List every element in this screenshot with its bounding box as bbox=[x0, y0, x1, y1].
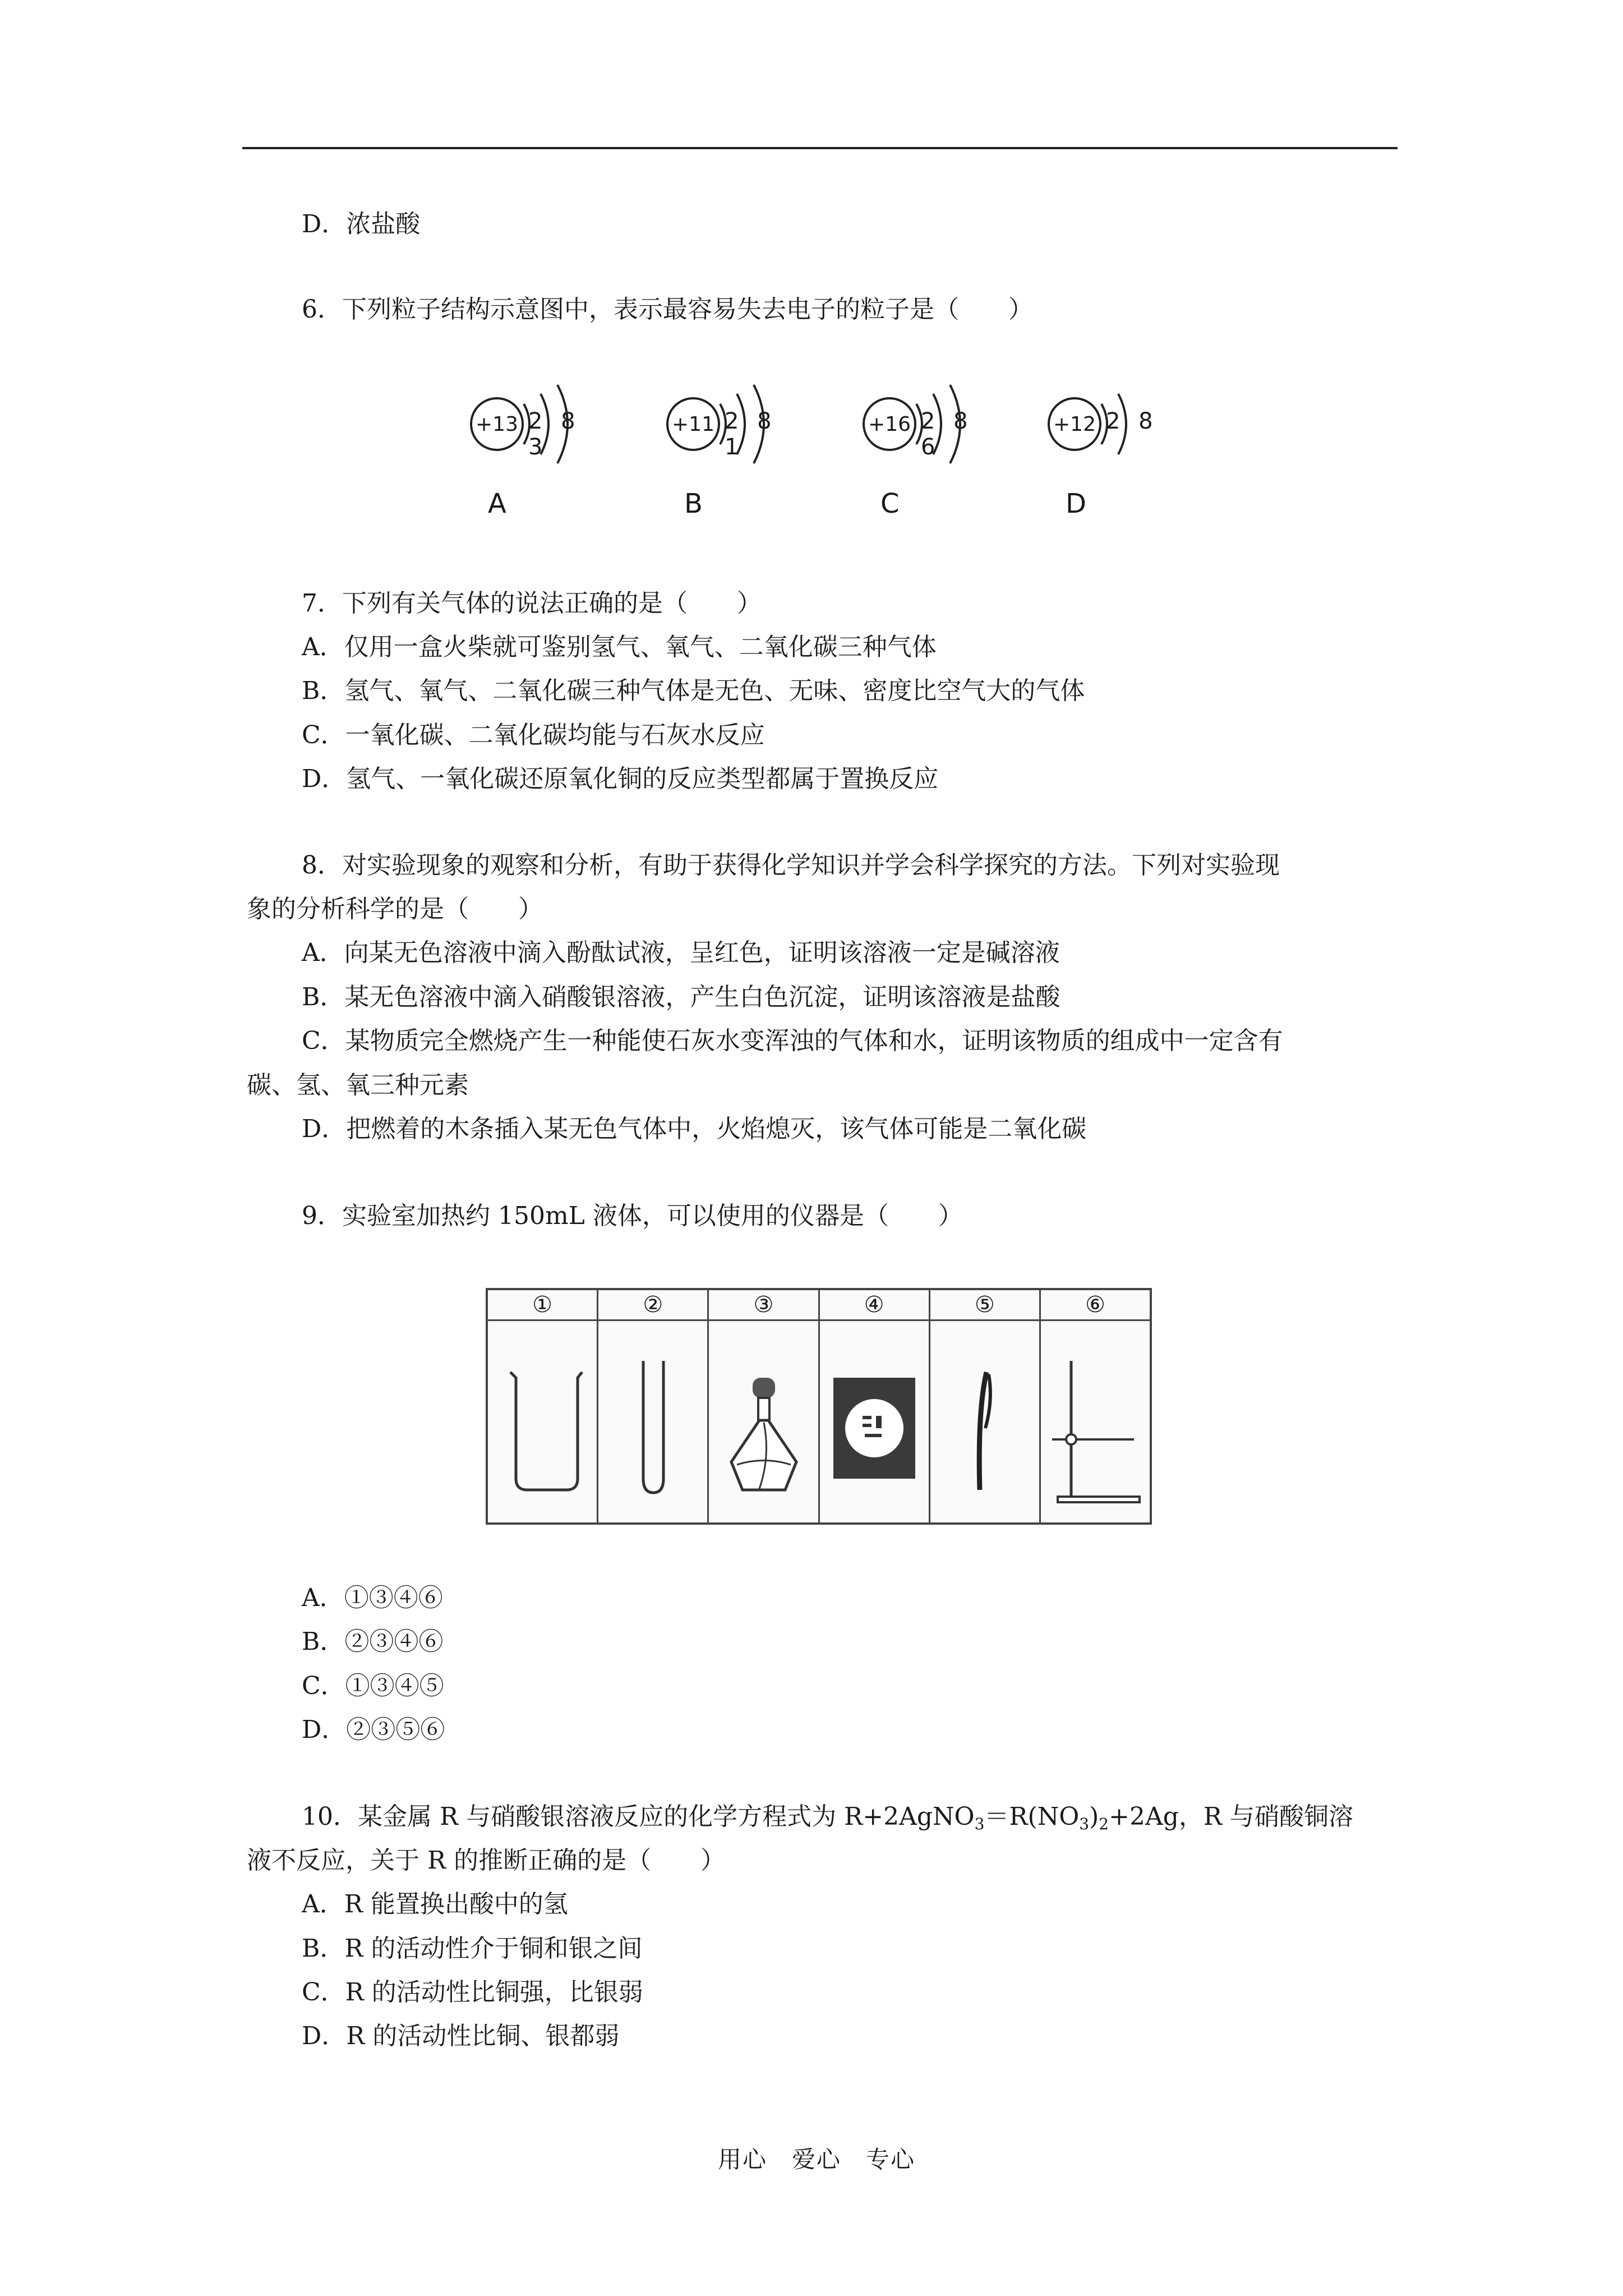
q10-stem-line2: 液不反应，关于 R 的推断正确的是（ ） bbox=[247, 1846, 726, 1875]
q6-stem: 6．下列粒子结构示意图中，表示最容易失去电子的粒子是（ ） bbox=[302, 295, 1033, 324]
q9-option-b: B．②③④⑥ bbox=[302, 1627, 444, 1656]
atom-diagram-c bbox=[858, 365, 1004, 533]
page-footer: 用心 爱心 专心 bbox=[718, 2146, 916, 2173]
q8-stem-line2: 象的分析科学的是（ ） bbox=[247, 895, 543, 923]
nucleus: +16 bbox=[863, 397, 916, 451]
q10-text: ) bbox=[1089, 1802, 1099, 1831]
q8-stem-line1: 8．对实验现象的观察和分析，有助于获得化学知识并学会科学探究的方法。下列对实验现 bbox=[302, 851, 1280, 880]
nucleus: +11 bbox=[666, 397, 720, 451]
test-tube-icon bbox=[598, 1322, 707, 1524]
q9-option-d: D．②③⑤⑥ bbox=[302, 1715, 445, 1744]
shell-arcs-icon bbox=[465, 365, 611, 488]
q8-option-c-line2: 碳、氢、氧三种元素 bbox=[247, 1071, 469, 1099]
shell-arcs-icon bbox=[858, 365, 1004, 488]
q10-option-c: C．R 的活动性比铜强，比银弱 bbox=[302, 1978, 643, 2007]
q10-option-d: D．R 的活动性比铜、银都弱 bbox=[302, 2022, 620, 2050]
tongs-icon bbox=[930, 1322, 1039, 1524]
q9-option-c: C．①③④⑤ bbox=[302, 1672, 444, 1700]
apparatus-table bbox=[486, 1288, 1152, 1525]
alcohol-lamp-icon bbox=[709, 1322, 818, 1524]
q7-option-b: B．氢气、氧气、二氧化碳三种气体是无色、无味、密度比空气大的气体 bbox=[302, 677, 1085, 705]
apparatus-number: ① bbox=[488, 1290, 597, 1321]
electron-shells: 2 8 1 bbox=[725, 408, 777, 460]
apparatus-test-tube bbox=[598, 1290, 709, 1522]
electron-shells: 2 8 bbox=[1106, 408, 1159, 434]
atom-diagram-d bbox=[1043, 365, 1189, 533]
atom-label: C bbox=[880, 488, 900, 519]
electron-shells: 2 8 6 bbox=[921, 408, 974, 460]
q7-stem: 7．下列有关气体的说法正确的是（ ） bbox=[302, 589, 762, 618]
q7-option-d: D．氢气、一氧化碳还原氧化铜的反应类型都属于置换反应 bbox=[302, 765, 939, 793]
beaker-icon bbox=[488, 1322, 597, 1524]
atom-diagrams bbox=[465, 365, 1195, 533]
iron-stand-icon bbox=[1041, 1322, 1150, 1524]
apparatus-number: ⑥ bbox=[1041, 1290, 1150, 1321]
apparatus-iron-stand bbox=[1041, 1290, 1150, 1522]
nucleus: +13 bbox=[470, 397, 524, 451]
subscript: 3 bbox=[974, 1815, 985, 1833]
electron-shells: 2 8 3 bbox=[528, 408, 581, 460]
q9-option-a: A．①③④⑥ bbox=[302, 1584, 443, 1612]
apparatus-beaker bbox=[488, 1290, 598, 1522]
atom-label: D bbox=[1066, 488, 1086, 519]
q9-stem: 9．实验室加热约 150mL 液体，可以使用的仪器是（ ） bbox=[302, 1202, 963, 1230]
q10-option-b: B．R 的活动性介于铜和银之间 bbox=[302, 1934, 643, 1963]
apparatus-number: ④ bbox=[820, 1290, 929, 1321]
q10-stem-line1 bbox=[302, 1800, 1353, 1841]
q10-option-a: A．R 能置换出酸中的氢 bbox=[302, 1890, 568, 1918]
atom-label: B bbox=[684, 488, 703, 519]
q7-option-c: C．一氧化碳、二氧化碳均能与石灰水反应 bbox=[302, 721, 765, 749]
q10-text: ＝R(NO bbox=[984, 1802, 1080, 1831]
apparatus-asbestos-gauze bbox=[820, 1290, 930, 1522]
q8-option-c-line1: C．某物质完全燃烧产生一种能使石灰水变浑浊的气体和水，证明该物质的组成中一定含有 bbox=[302, 1027, 1283, 1055]
subscript: 3 bbox=[1079, 1815, 1090, 1833]
q8-option-a: A．向某无色溶液中滴入酚酞试液，呈红色，证明该溶液一定是碱溶液 bbox=[302, 938, 1060, 967]
nucleus: +12 bbox=[1048, 397, 1101, 451]
q10-text: 10．某金属 R 与硝酸银溶液反应的化学方程式为 R+2AgNO bbox=[302, 1802, 975, 1831]
shell-arcs-icon bbox=[1043, 365, 1189, 488]
q8-option-b: B．某无色溶液中滴入硝酸银溶液，产生白色沉淀，证明该溶液是盐酸 bbox=[302, 983, 1061, 1011]
subscript: 2 bbox=[1099, 1815, 1109, 1833]
apparatus-number: ⑤ bbox=[930, 1290, 1039, 1321]
atom-diagram-b bbox=[662, 365, 808, 533]
apparatus-number: ② bbox=[598, 1290, 707, 1321]
q7-option-a: A．仅用一盒火柴就可鉴别氢气、氧气、二氧化碳三种气体 bbox=[302, 633, 937, 661]
shell-arcs-icon bbox=[662, 365, 808, 488]
atom-diagram-a bbox=[465, 365, 611, 533]
apparatus-number: ③ bbox=[709, 1290, 818, 1321]
atom-label: A bbox=[488, 488, 506, 519]
q10-text: +2Ag，R 与硝酸铜溶 bbox=[1109, 1802, 1354, 1831]
apparatus-alcohol-lamp bbox=[709, 1290, 819, 1522]
apparatus-tongs bbox=[930, 1290, 1041, 1522]
q5-option-d: D．浓盐酸 bbox=[302, 210, 421, 238]
asbestos-gauze-icon bbox=[820, 1322, 929, 1524]
header-rule bbox=[242, 147, 1398, 149]
q8-option-d: D．把燃着的木条插入某无色气体中，火焰熄灭，该气体可能是二氧化碳 bbox=[302, 1115, 1087, 1143]
